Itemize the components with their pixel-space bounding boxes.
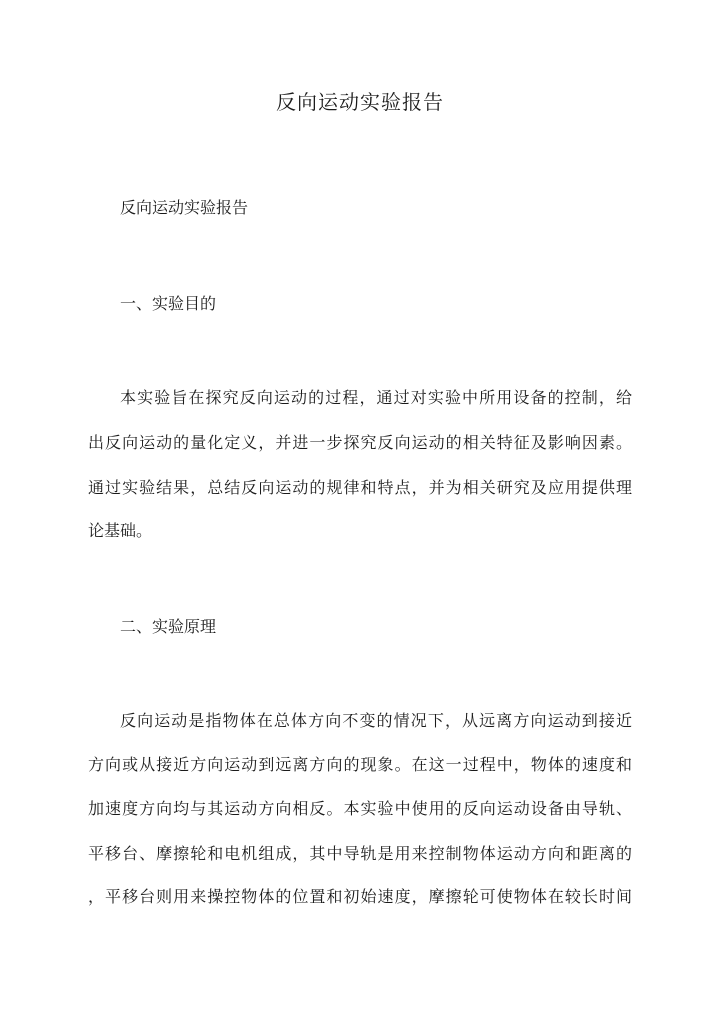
document-subtitle: 反向运动实验报告 bbox=[120, 198, 249, 217]
paragraph-line: 论基础。 bbox=[88, 521, 153, 540]
paragraph-line: 平移台、摩擦轮和电机组成，其中导轨是用来控制物体运动方向和距离的 bbox=[88, 844, 632, 863]
paragraph-line: ，平移台则用来操控物体的位置和初始速度，摩擦轮可使物体在较长时间 bbox=[88, 887, 632, 906]
paragraph-line: 本实验旨在探究反向运动的过程，通过对实验中所用设备的控制，给 bbox=[120, 388, 632, 407]
paragraph-line: 加速度方向均与其运动方向相反。本实验中使用的反向运动设备由导轨、 bbox=[88, 799, 632, 818]
paragraph-line: 出反向运动的量化定义，并进一步探究反向运动的相关特征及影响因素。 bbox=[88, 433, 632, 452]
paragraph-line: 反向运动是指物体在总体方向不变的情况下，从远离方向运动到接近 bbox=[120, 711, 632, 730]
section-heading-principle: 二、实验原理 bbox=[120, 617, 217, 636]
document-title: 反向运动实验报告 bbox=[276, 90, 444, 114]
paragraph-line: 通过实验结果，总结反向运动的规律和特点，并为相关研究及应用提供理 bbox=[88, 478, 632, 497]
section-heading-purpose: 一、实验目的 bbox=[120, 294, 217, 313]
paragraph-line: 方向或从接近方向运动到远离方向的现象。在这一过程中，物体的速度和 bbox=[88, 755, 632, 774]
